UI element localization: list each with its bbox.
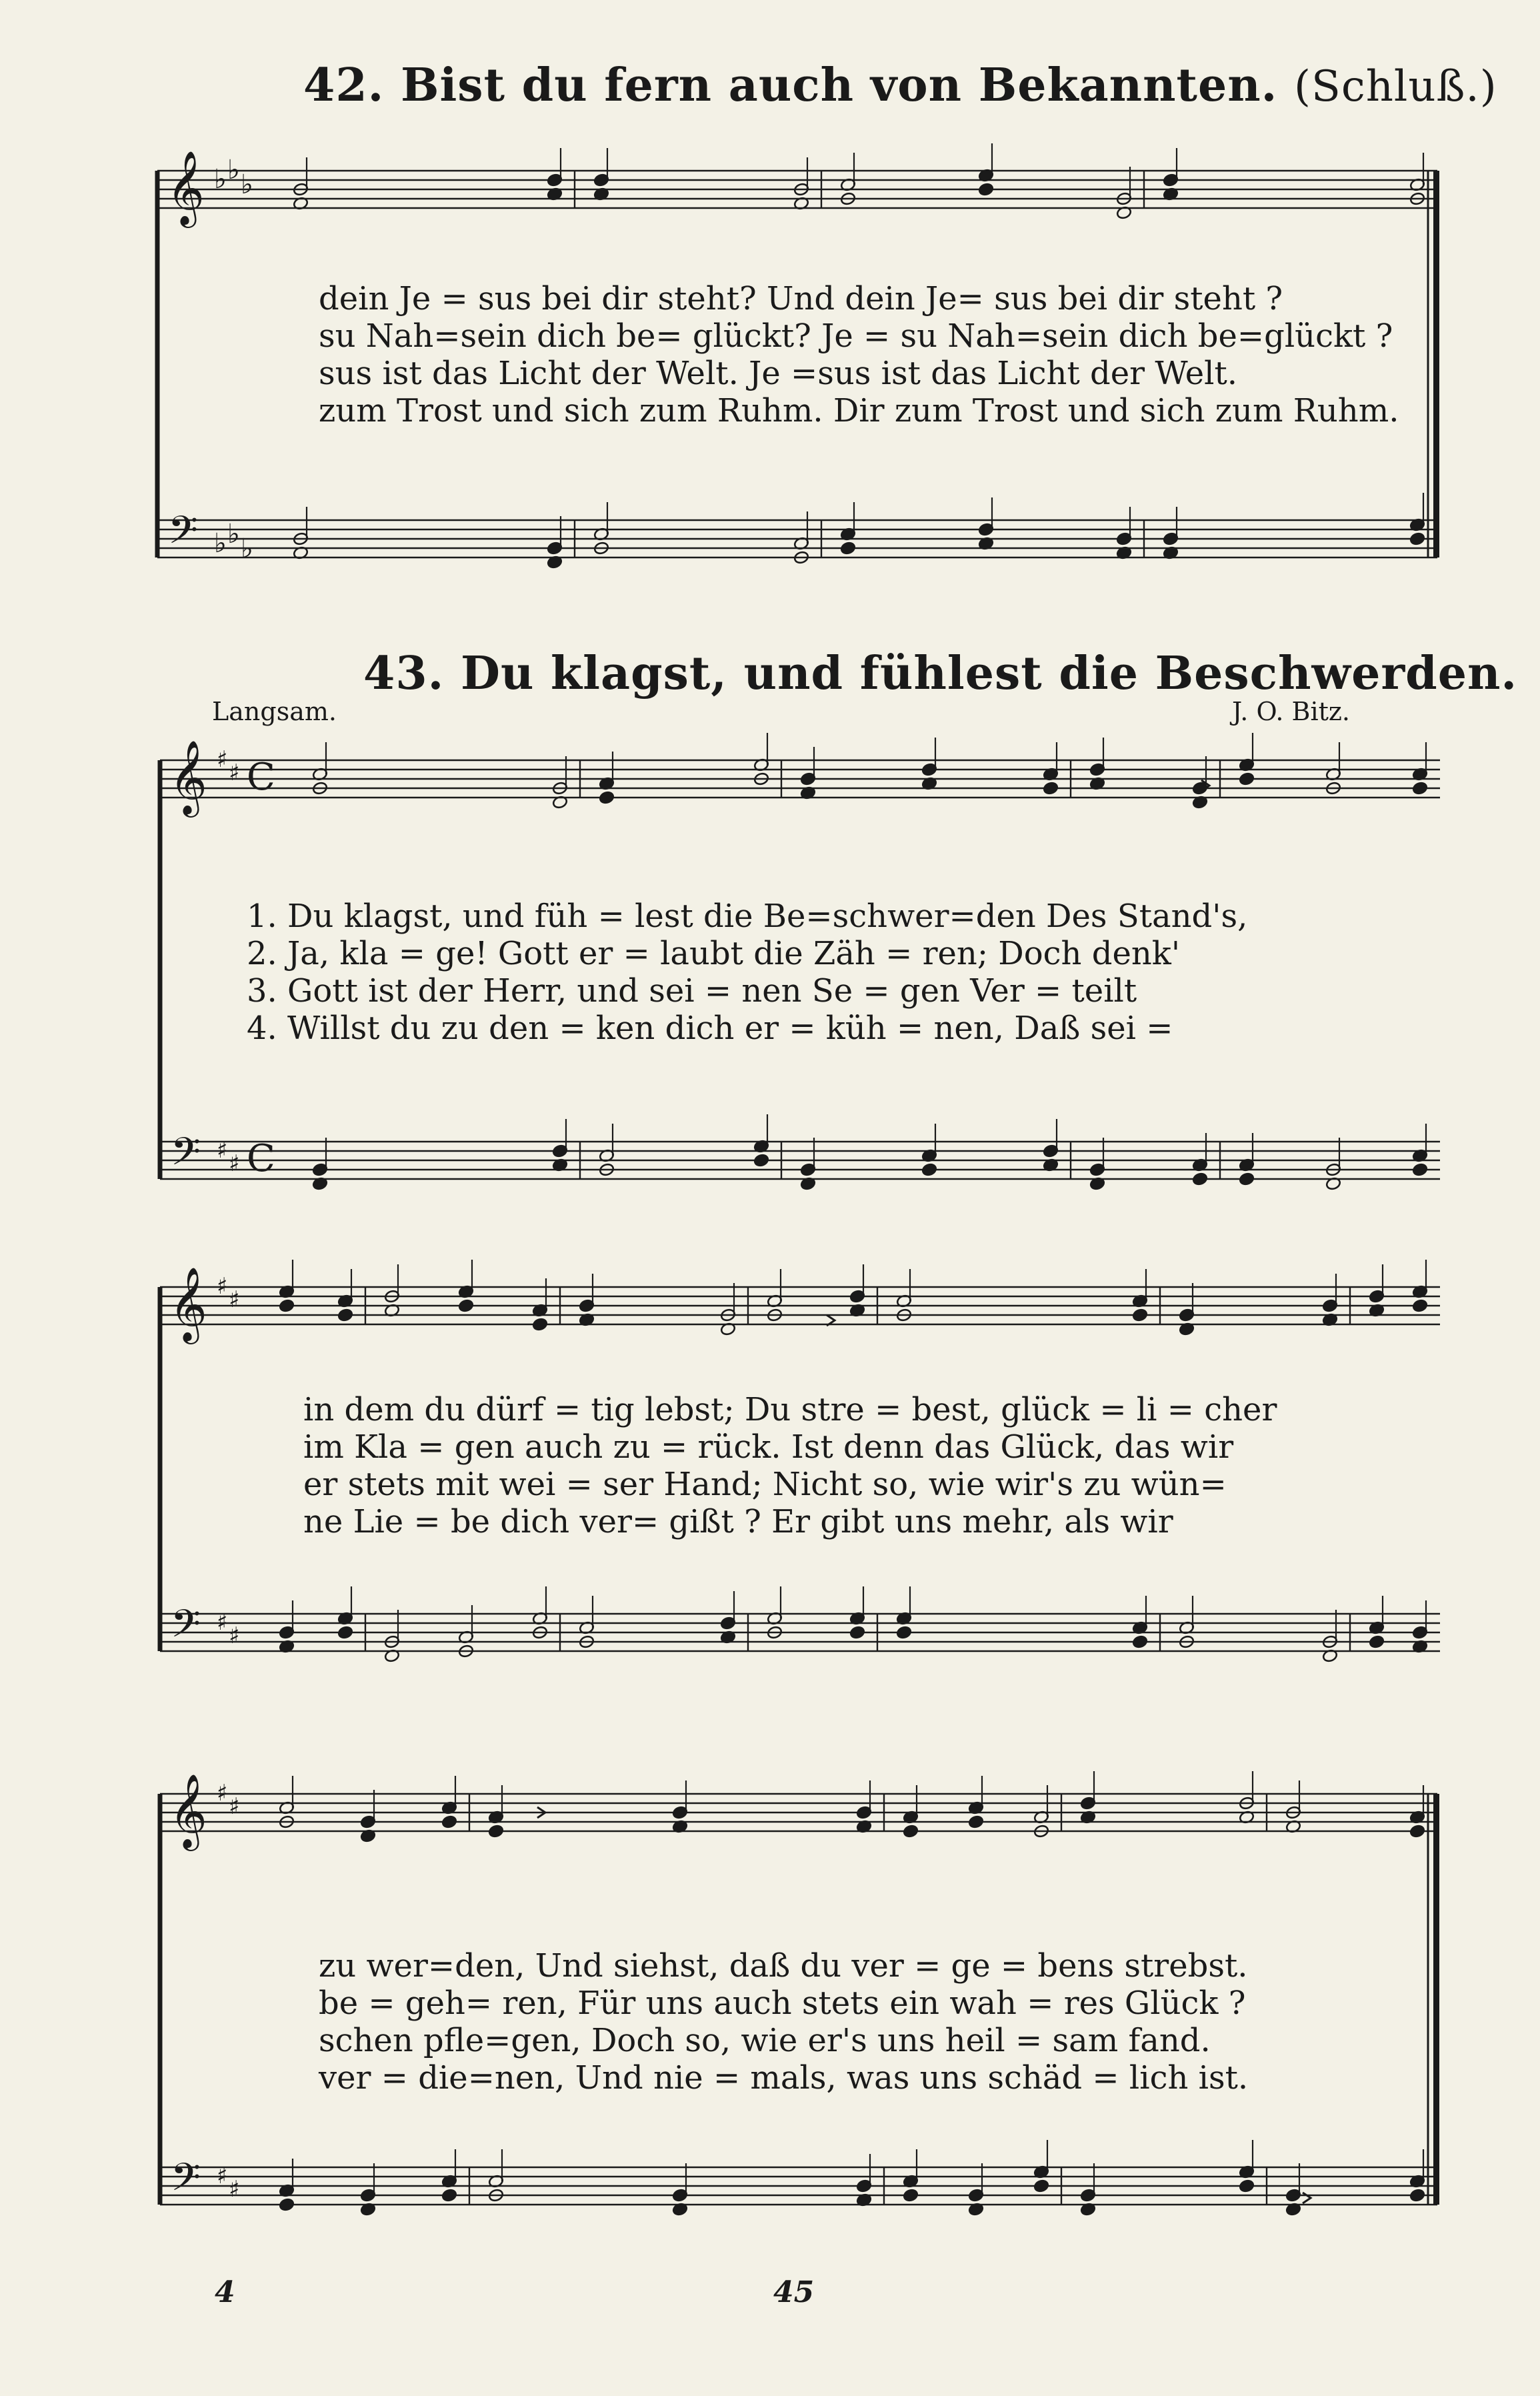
sharp-sign: ♯ <box>217 1780 228 1807</box>
note-head <box>1239 2179 1255 2193</box>
bass-clef: 𝄢 <box>171 1601 201 1656</box>
flat-sign: ♭ <box>227 519 240 549</box>
signature-mark: 4 <box>215 2275 235 2309</box>
treble-clef: 𝄞 <box>169 740 207 814</box>
sharp-sign: ♯ <box>229 2176 240 2203</box>
note-head <box>1239 1172 1255 1186</box>
hymn-42-suffix: (Schluß.) <box>1294 62 1497 111</box>
flat-sign: ♭ <box>241 533 253 564</box>
time-signature: C <box>247 756 275 799</box>
note-head <box>1043 782 1059 796</box>
lyric-line: su Nah=sein dich be= glückt? Je = su Nah=sein dich be=glückt ? <box>319 317 1393 355</box>
sharp-sign: ♯ <box>229 760 240 786</box>
lyric-line: in dem du dürf = tig lebst; Du stre = best, glück = li = cher <box>303 1391 1277 1428</box>
lyric-line: ver = die=nen, Und nie = mals, was uns schäd = lich ist. <box>319 2059 1249 2097</box>
treble-clef: 𝄞 <box>169 1773 207 1848</box>
sharp-sign: ♯ <box>229 1150 240 1177</box>
tempo-marking: Langsam. <box>212 697 337 726</box>
lyric-line: zum Trost und sich zum Ruhm. Dir zum Trost und sich zum Ruhm. <box>319 392 1399 429</box>
note-head <box>458 1299 474 1313</box>
sharp-sign: ♯ <box>217 1609 228 1636</box>
note-head <box>968 1815 984 1829</box>
note-head <box>1033 2179 1049 2193</box>
time-signature: C <box>247 1137 275 1180</box>
note-head <box>849 1626 865 1640</box>
note-head <box>1409 2189 1425 2203</box>
note-head <box>1132 1635 1148 1649</box>
lyric-line: ne Lie = be dich ver= gißt ? Er gibt uns mehr, als wir <box>303 1503 1173 1540</box>
lyric-line: 3. Gott ist der Herr, und sei = nen Se = gen Ver = teilt <box>247 972 1137 1010</box>
lyric-line: er stets mit wei = ser Hand; Nicht so, wie wir's zu wün= <box>303 1466 1227 1503</box>
lyric-line: 4. Willst du zu den = ken dich er = küh = nen, Daß sei = <box>247 1010 1173 1047</box>
lyric-line: 2. Ja, kla = ge! Gott er = laubt die Zäh = ren; Doch denk' <box>247 935 1181 972</box>
note-head <box>1412 1299 1428 1313</box>
sharp-sign: ♯ <box>229 1793 240 1820</box>
lyric-line: 1. Du klagst, und füh = lest die Be=schwer=den Des Stand's, <box>247 898 1248 935</box>
treble-clef: 𝄞 <box>169 1266 207 1341</box>
note-head <box>1409 532 1425 546</box>
note-head <box>1132 1308 1148 1322</box>
note-head <box>753 1154 769 1168</box>
note-head <box>978 183 994 197</box>
note-head <box>337 1308 353 1322</box>
note-head <box>903 2189 919 2203</box>
note-head <box>599 791 615 805</box>
flat-sign: ♭ <box>214 164 227 195</box>
note-head <box>1192 1172 1208 1186</box>
rest <box>1303 2193 1311 2203</box>
lyric-line: schen pfle=gen, Doch so, wie er's uns heil = sam fand. <box>319 2022 1211 2059</box>
note-head <box>337 1626 353 1640</box>
note-head <box>441 1815 457 1829</box>
lyric-line: sus ist das Licht der Welt. Je =sus ist das Licht der Welt. <box>319 355 1238 392</box>
note-head <box>896 1626 912 1640</box>
flat-sign: ♭ <box>227 155 240 185</box>
sharp-sign: ♯ <box>217 2163 228 2189</box>
final-bar-thick <box>1433 1794 1439 2205</box>
note-head <box>903 1825 919 1839</box>
note-head <box>279 1299 295 1313</box>
lyric-line: dein Je = sus bei dir steht? Und dein Je= sus bei dir steht ? <box>319 280 1283 317</box>
composer-credit: J. O. Bitz. <box>1232 697 1350 726</box>
note-head <box>1412 1163 1428 1177</box>
flat-sign: ♭ <box>214 528 227 559</box>
note-head <box>1409 1825 1425 1839</box>
final-bar-thick <box>1433 171 1439 557</box>
note-head <box>279 2198 295 2212</box>
page-number: 45 <box>773 2275 815 2309</box>
treble-clef: 𝄞 <box>167 150 205 225</box>
note-head <box>921 1163 937 1177</box>
note-head <box>488 1825 504 1839</box>
sharp-sign: ♯ <box>217 746 228 773</box>
sharp-sign: ♯ <box>217 1137 228 1164</box>
note-head <box>441 2189 457 2203</box>
note-head <box>1412 782 1428 796</box>
lyric-line: be = geh= ren, Für uns auch stets ein wah = res Glück ? <box>319 1985 1246 2022</box>
hymn-42-number-title: 42. Bist du fern auch von Bekannten. <box>303 59 1278 112</box>
lyric-line: im Kla = gen auch zu = rück. Ist denn das Glück, das wir <box>303 1428 1234 1466</box>
note-head <box>532 1318 548 1332</box>
bass-clef: 𝄢 <box>171 1129 201 1184</box>
sharp-sign: ♯ <box>229 1622 240 1649</box>
bass-clef: 𝄢 <box>171 2155 201 2209</box>
bass-clef: 𝄢 <box>168 507 199 562</box>
sharp-sign: ♯ <box>217 1273 228 1300</box>
note-head <box>1369 1635 1385 1649</box>
lyric-line: zu wer=den, Und siehst, daß du ver = ge = bens strebst. <box>319 1947 1248 1985</box>
sharp-sign: ♯ <box>229 1286 240 1313</box>
flat-sign: ♭ <box>241 169 253 200</box>
note-head <box>1239 772 1255 786</box>
hymn-43-title: 43. Du klagst, und fühlest die Beschwerden. <box>363 647 1518 700</box>
note-head <box>840 541 856 555</box>
